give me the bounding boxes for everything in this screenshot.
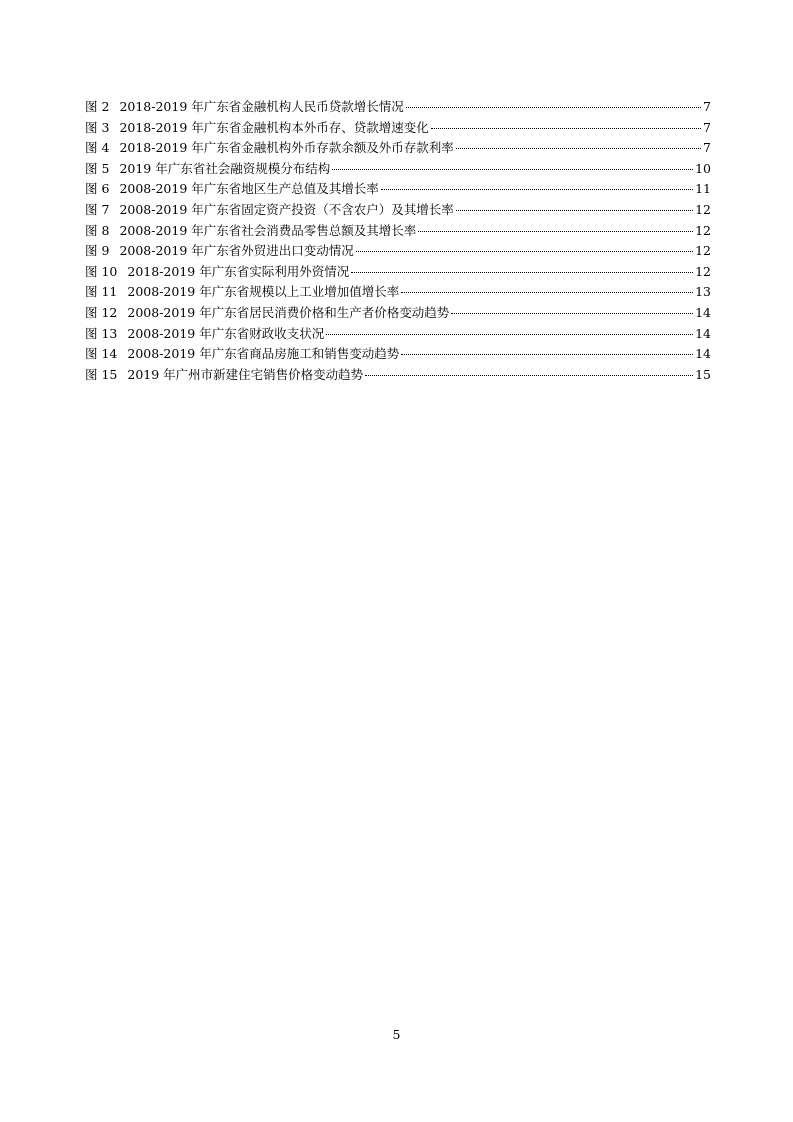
figure-label: 图 12 (85, 304, 118, 320)
page-ref: 15 (695, 366, 711, 382)
figure-label: 图 3 (85, 119, 110, 135)
figure-title: 2008-2019 年广东省规模以上工业增加值增长率 (127, 284, 400, 300)
figure-title: 2008-2019 年广东省商品房施工和销售变动趋势 (127, 346, 400, 362)
toc-entry[interactable] (85, 118, 711, 139)
toc-entry[interactable] (85, 324, 711, 345)
page-number: 5 (392, 1027, 401, 1042)
figure-title: 2008-2019 年广东省固定资产投资（不含农户）及其增长率 (119, 201, 454, 217)
page-ref: 14 (695, 325, 711, 341)
page-ref: 11 (695, 181, 711, 197)
toc-entry[interactable] (85, 179, 711, 200)
toc-entry[interactable] (85, 221, 711, 242)
figure-label: 图 6 (85, 181, 110, 197)
figure-label: 图 9 (85, 243, 110, 259)
page-ref: 14 (695, 304, 711, 320)
page-ref: 12 (695, 243, 711, 259)
toc-entry[interactable] (85, 303, 711, 324)
figure-label: 图 10 (85, 263, 118, 279)
toc-entry[interactable] (85, 241, 711, 262)
dot-leader (451, 312, 693, 314)
figure-label: 图 11 (85, 284, 118, 300)
figure-title: 2018-2019 年广东省金融机构人民币贷款增长情况 (119, 99, 404, 114)
page-ref: 7 (703, 140, 711, 156)
dot-leader (418, 230, 693, 232)
figure-label: 图 15 (85, 366, 118, 382)
toc-entry[interactable] (85, 138, 711, 159)
figure-title: 2019 年广州市新建住宅销售价格变动趋势 (127, 366, 364, 382)
page-ref: 7 (703, 99, 711, 114)
toc-entry[interactable] (85, 200, 711, 221)
figure-title: 2008-2019 年广东省财政收支状况 (127, 325, 325, 341)
toc-entry[interactable] (85, 365, 711, 386)
figure-label: 图 2 (85, 99, 110, 114)
page-ref: 14 (695, 346, 711, 362)
dot-leader (401, 353, 693, 355)
figure-title: 2018-2019 年广东省金融机构本外币存、贷款增速变化 (119, 119, 429, 135)
figure-title: 2018-2019 年广东省实际利用外资情况 (127, 263, 350, 279)
page-ref: 10 (695, 160, 711, 176)
toc-entry[interactable] (85, 97, 711, 118)
dot-leader (401, 291, 693, 293)
dot-leader (381, 188, 693, 190)
dot-leader (456, 147, 701, 149)
page-ref: 12 (695, 263, 711, 279)
figure-label: 图 5 (85, 160, 110, 176)
dot-leader (365, 374, 693, 376)
table-of-figures (85, 97, 711, 385)
toc-entry[interactable] (85, 159, 711, 180)
page-ref: 12 (695, 201, 711, 217)
dot-leader (351, 271, 693, 273)
figure-label: 图 7 (85, 201, 110, 217)
toc-entry[interactable] (85, 282, 711, 303)
page-ref: 13 (695, 284, 711, 300)
figure-title: 2019 年广东省社会融资规模分布结构 (119, 160, 331, 176)
dot-leader (326, 333, 693, 335)
figure-title: 2008-2019 年广东省社会消费品零售总额及其增长率 (119, 222, 417, 238)
toc-entry[interactable] (85, 262, 711, 283)
figure-title: 2008-2019 年广东省地区生产总值及其增长率 (119, 181, 379, 197)
figure-title: 2008-2019 年广东省居民消费价格和生产者价格变动趋势 (127, 304, 450, 320)
figure-label: 图 13 (85, 325, 118, 341)
dot-leader (356, 250, 693, 252)
figure-title: 2018-2019 年广东省金融机构外币存款余额及外币存款利率 (119, 140, 454, 156)
dot-leader (406, 106, 701, 108)
figure-label: 图 14 (85, 346, 118, 362)
figure-title: 2008-2019 年广东省外贸进出口变动情况 (119, 243, 354, 259)
page-ref: 7 (703, 119, 711, 135)
figure-label: 图 4 (85, 140, 110, 156)
toc-entry[interactable] (85, 344, 711, 365)
dot-leader (456, 209, 693, 211)
page-ref: 12 (695, 222, 711, 238)
figure-label: 图 8 (85, 222, 110, 238)
dot-leader (332, 168, 693, 170)
dot-leader (431, 127, 701, 129)
